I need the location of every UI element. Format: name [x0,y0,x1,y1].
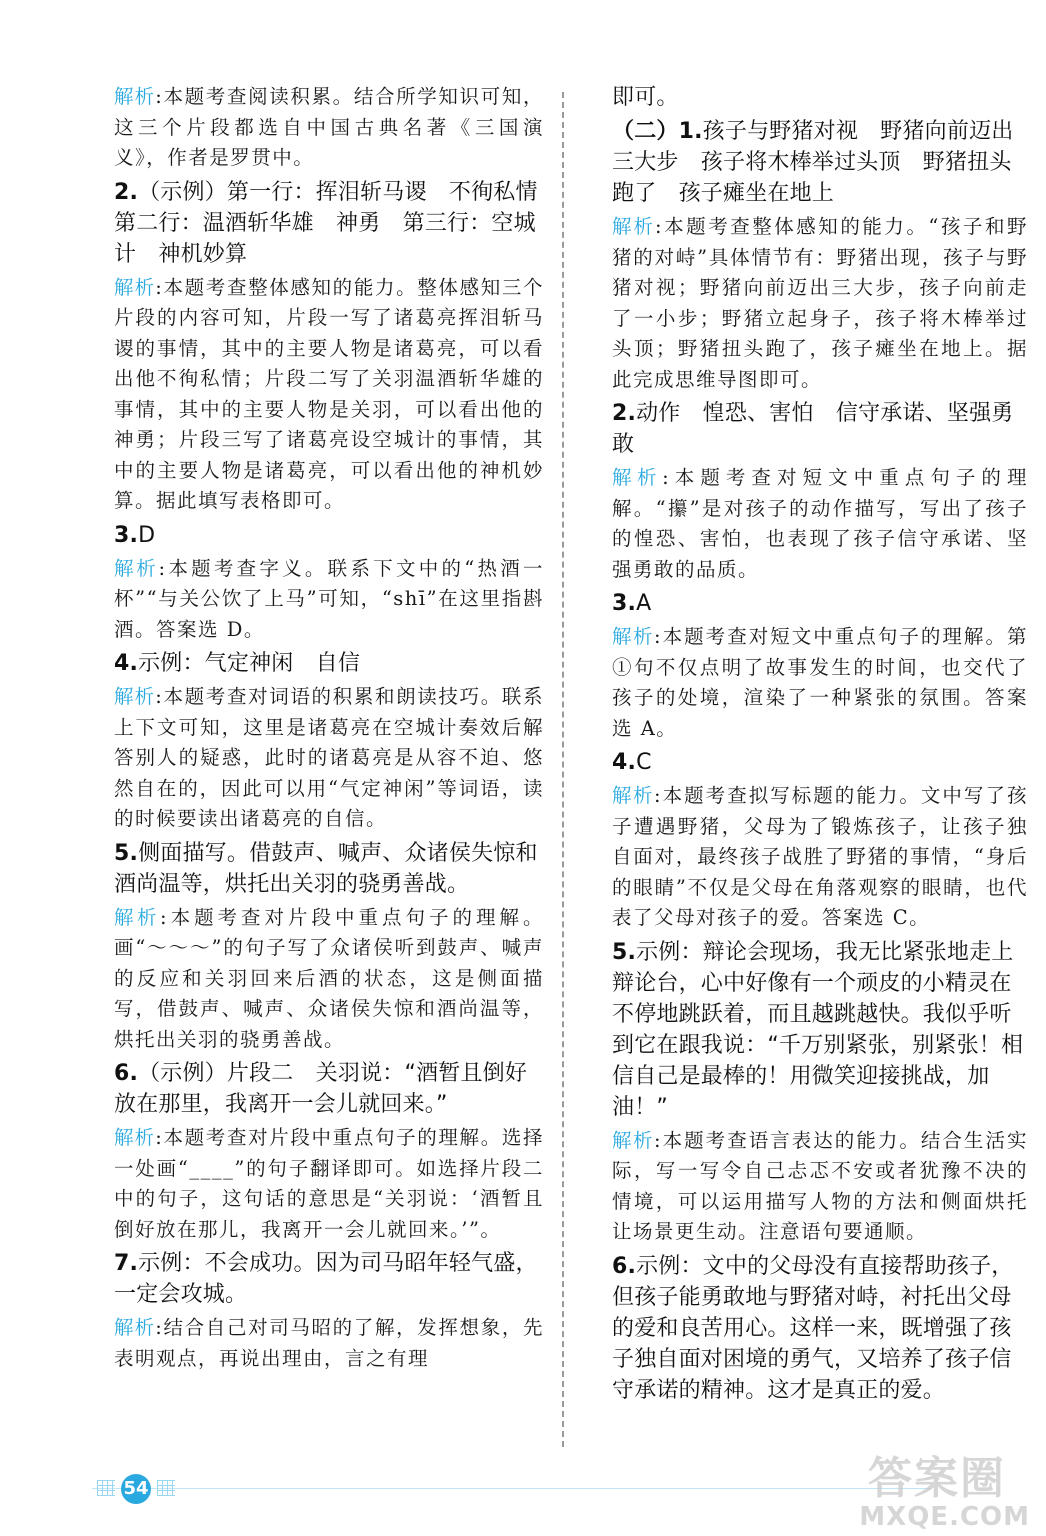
answer-block [612,116,1028,209]
analysis-text: 本题考查对片段中重点句子的理解。选择一处画“____”的句子翻译即可。如选择片段二中的句子，这句话的意思是“关羽说：‘酒暂且倒好放在那儿，我离开一会儿就回来。’”。 [114,1126,544,1241]
question-number: 6. [612,1253,637,1279]
footer-line [92,1488,932,1489]
analysis-text: 本题考查对词语的积累和朗读技巧。联系上下文可知，这里是诸葛亮在空城计奏效后解答别人的疑惑，此时的诸葛亮是从容不迫、悠然自在的，因此可以用“气定神闲”等词语，读的时候要读出诸葛亮的自信。 [114,685,544,830]
analysis-text: 本题考查字义。联系下文中的“热酒一杯”“与关公饮了上马”可知，“shī”在这里指斟酒。答案选 D。 [114,556,544,641]
answer-block [612,1251,1028,1406]
answer-block [612,398,1028,460]
answer-text: A [636,591,652,616]
question-number: 2. [114,179,139,205]
grid-decoration-left-icon [97,1480,115,1496]
analysis-text: 结合自己对司马昭的了解，发挥想象，先表明观点，再说出理由，言之有理 [114,1316,544,1370]
question-number: 3. [612,591,637,616]
question-number: 4. [612,750,637,775]
analysis-text: 本题考查对片段中重点句子的理解。画“～～～”的句子写了众诸侯听到鼓声、喊声的反应和关羽回来后酒的状态，这是侧面描写，借鼓声、喊声、众诸侯失惊和酒尚温等，烘托出关羽的骁勇善战。 [114,905,544,1051]
analysis-text: 本题考查整体感知的能力。整体感知三个片段的内容可知，片段一写了诸葛亮挥泪斩马谡的事情，其中的主要人物是诸葛亮，可以看出他不徇私情；片段二写了关羽温酒斩华雄的事情，其中的主要人物是关羽，可以看出他的神勇；片段三写了诸葛亮设空城计的事情，其中的主要人物是诸葛亮，可以看出他的神机妙算。据此填写表格即可。 [114,275,544,512]
answer-text: D [138,522,156,548]
analysis-label: 解析 [612,1128,655,1152]
answer-block [114,1248,544,1310]
answer-block [114,177,560,270]
answer-text: C [636,750,652,775]
answer-text: 示例：文中的父母没有直接帮助孩子，但孩子能勇敢地与野猪对峙，衬托出父母的爱和良苦用心。这样一来，既增强了孩子独自面对困境的勇气，又培养了孩子信守承诺的精神。这才是真正的爱。 [612,1253,1014,1403]
analysis-label: 解析 [114,1126,156,1149]
analysis-block: 解析:本题考查对短文中重点句子的理解。第①句不仅点明了故事发生的时间，也交代了孩子的处境，渲染了一种紧张的氛围。答案选 A。 [612,625,1028,740]
analysis-text: 本题考查整体感知的能力。“孩子和野猪的对峙”具体情节有：野猪出现，孩子与野猪对视；野猪向前迈出三大步，孩子向前走了一小步；野猪立起身子，孩子将木棒举过头顶；野猪扭头跑了，孩子瘫坐在地上。据此完成思维导图即可。 [612,215,1028,391]
analysis-block: 解析:本题考查对短文中重点句子的理解。“攥”是对孩子的动作描写，写出了孩子的惶恐、害怕，也表现了孩子信守承诺、坚强勇敢的品质。 [612,466,1028,581]
answer-text: （示例）片段二 关羽说：“酒暂且倒好放在那里，我离开一会儿就回来。” [114,1061,528,1117]
answer-block [612,937,1028,1123]
analysis-block: 解析:本题考查整体感知的能力。整体感知三个片段的内容可知，片段一写了诸葛亮挥泪斩马谡的事情，其中的主要人物是诸葛亮，可以看出他不徇私情；片段二写了关羽温酒斩华雄的事情，其中的主要人物是关羽，可以看出他的神勇；片段三写了诸葛亮设空城计的事情，其中的主要人物是诸葛亮，可以看出他的神机妙算。据此填写表格即可。 [114,275,544,512]
answer-text: 侧面描写。借鼓声、喊声、众诸侯失惊和酒尚温等，烘托出关羽的骁勇善战。 [114,840,538,897]
answer-text: （示例）第一行：挥泪斩马谡 不徇私情 第二行：温酒斩华雄 神勇 第三行：空城计 神机妙算 [114,179,560,267]
analysis-label: 解析 [612,625,655,648]
analysis-block: 解析:本题考查拟写标题的能力。文中写了孩子遭遇野猪，父母为了锻炼孩子，让孩子独自面对，最终孩子战胜了野猪的事情，“身后的眼睛”不仅是父母在角落观察的眼睛，也代表了父母对孩子的爱。答案选 C。 [612,784,1028,929]
answer-block [612,588,1028,619]
analysis-label: 解析 [612,215,656,238]
answer-text: 动作 惶恐、害怕 信守承诺、坚强勇敢 [612,401,1014,457]
question-number: 5. [114,840,139,866]
answer-block [612,747,1028,778]
analysis-label: 解析 [612,784,655,807]
analysis-text: 本题考查拟写标题的能力。文中写了孩子遭遇野猪，父母为了锻炼孩子，让孩子独自面对，最终孩子战胜了野猪的事情，“身后的眼睛”不仅是父母在角落观察的眼睛，也代表了父母对孩子的爱。答案选 C。 [612,784,1028,929]
analysis-block: 解析:本题考查阅读积累。结合所学知识可知，这三个片段都选自中国古典名著《三国演义》，作者是罗贯中。 [114,85,544,169]
analysis-label: 解析 [114,275,156,299]
question-number: 7. [114,1251,139,1276]
watermark-text: 答案圈 [868,1453,1006,1504]
question-number: 4. [114,651,139,676]
left-column [114,82,560,1377]
analysis-block: 解析:本题考查字义。联系下文中的“热酒一杯”“与关公饮了上马”可知，“shī”在这里指斟酒。答案选 D。 [114,556,544,641]
analysis-text: 本题考查阅读积累。结合所学知识可知，这三个片段都选自中国古典名著《三国演义》，作者是罗贯中。 [114,85,544,169]
analysis-text: 本题考查语言表达的能力。结合生活实际，写一写令自己忐忑不安或者犹豫不决的情境，可以运用描写人物的方法和侧面烘托让场景更生动。注意语句要通顺。 [612,1128,1028,1243]
analysis-label: 解析 [114,905,160,929]
question-number: 6. [114,1061,139,1086]
answer-block [114,838,544,900]
answer-text: 示例：不会成功。因为司马昭年轻气盛，一定会攻城。 [114,1251,538,1307]
analysis-label: 解析 [114,556,159,580]
answer-block [114,648,544,679]
question-number: 5. [612,939,637,965]
analysis-label: 解析 [114,85,156,108]
column-divider [562,92,564,1447]
answer-text: 孩子与野猪对视 野猪向前迈出三大步 孩子将木棒举过头顶 野猪扭头跑了 孩子瘫坐在地上 [612,119,1014,206]
right-column [612,82,1028,1409]
analysis-block: 解析:结合自己对司马昭的了解，发挥想象，先表明观点，再说出理由，言之有理 [114,1316,544,1370]
analysis-block: 解析:本题考查语言表达的能力。结合生活实际，写一写令自己忐忑不安或者犹豫不决的情境，可以运用描写人物的方法和侧面烘托让场景更生动。注意语句要通顺。 [612,1128,1028,1243]
analysis-label: 解析 [612,466,663,489]
answer-text: 示例：气定神闲 自信 [138,651,361,676]
analysis-block: 解析:本题考查对片段中重点句子的理解。选择一处画“____”的句子翻译即可。如选择片段二中的句子，这句话的意思是“关羽说：‘酒暂且倒好放在那儿，我离开一会儿就回来。’”。 [114,1126,544,1241]
page-number-badge: 54 [121,1474,151,1504]
analysis-text: 本题考查对短文中重点句子的理解。第①句不仅点明了故事发生的时间，也交代了孩子的处境，渲染了一种紧张的氛围。答案选 A。 [612,625,1028,740]
analysis-label: 解析 [114,1316,156,1339]
analysis-block: 解析:本题考查整体感知的能力。“孩子和野猪的对峙”具体情节有：野猪出现，孩子与野猪对视；野猪向前迈出三大步，孩子向前走了一小步；野猪立起身子，孩子将木棒举过头顶；野猪扭头跑了，孩子瘫坐在地上。据此完成思维导图即可。 [612,215,1028,391]
question-number: 3. [114,522,139,548]
watermark-url: MXQE.COM [859,1502,1030,1532]
question-number: 2. [612,401,637,426]
answer-block [114,1058,544,1120]
continuation-text: 即可。 [612,85,679,110]
answer-block [114,520,544,551]
analysis-block: 解析:本题考查对片段中重点句子的理解。画“～～～”的句子写了众诸侯听到鼓声、喊声的反应和关羽回来后酒的状态，这是侧面描写，借鼓声、喊声、众诸侯失惊和酒尚温等，烘托出关羽的骁勇善战。 [114,905,544,1051]
analysis-text: 本题考查对短文中重点句子的理解。“攥”是对孩子的动作描写，写出了孩子的惶恐、害怕，也表现了孩子信守承诺、坚强勇敢的品质。 [612,466,1028,581]
analysis-label: 解析 [114,685,156,708]
analysis-block: 解析:本题考查对词语的积累和朗读技巧。联系上下文可知，这里是诸葛亮在空城计奏效后解答别人的疑惑，此时的诸葛亮是从容不迫、悠然自在的，因此可以用“气定神闲”等词语，读的时候要读出诸葛亮的自信。 [114,685,544,830]
question-number: （二）1. [612,119,703,144]
answer-text: 示例：辩论会现场，我无比紧张地走上辩论台，心中好像有一个顽皮的小精灵在不停地跳跃着，而且越跳越快。我似乎听到它在跟我说：“千万别紧张，别紧张！相信自己是最棒的！用微笑迎接挑战，加油！” [612,939,1024,1120]
watermark [836,1440,1036,1532]
grid-decoration-right-icon [157,1480,175,1496]
